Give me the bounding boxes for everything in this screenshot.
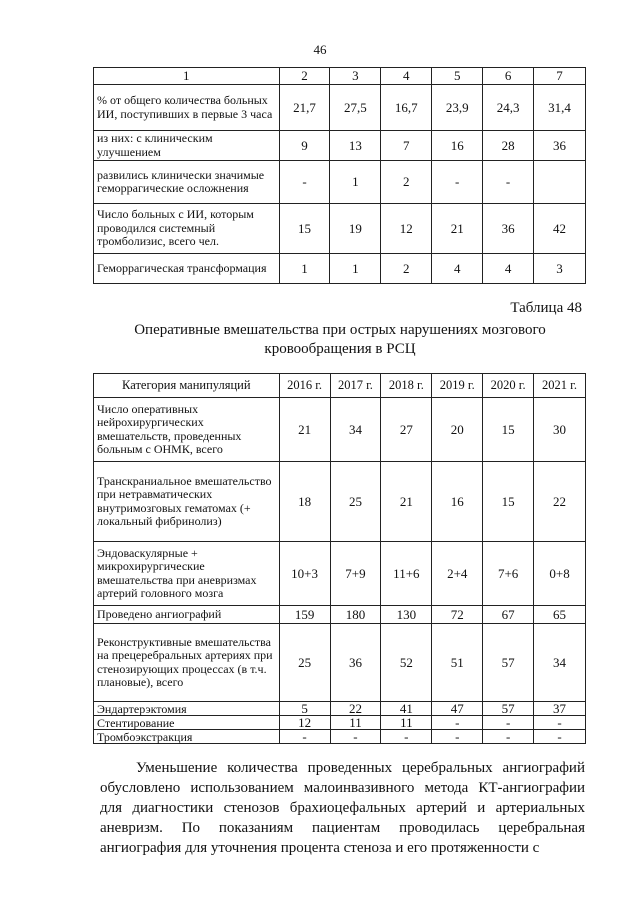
header-cell: 3 xyxy=(330,68,381,85)
header-cell: 7 xyxy=(534,68,586,85)
cell: 25 xyxy=(330,462,381,542)
cell: - xyxy=(432,716,483,730)
cell: 7+6 xyxy=(483,542,534,606)
cell: 65 xyxy=(534,606,586,624)
cell: 22 xyxy=(330,702,381,716)
cell: - xyxy=(534,716,586,730)
cell: 16 xyxy=(432,131,483,161)
cell: 21,7 xyxy=(279,85,330,131)
cell: 0+8 xyxy=(534,542,586,606)
header-cell: 1 xyxy=(94,68,280,85)
cell: - xyxy=(279,161,330,204)
table-caption: Таблица 48 xyxy=(510,300,582,316)
cell: - xyxy=(330,730,381,744)
header-cell: 6 xyxy=(483,68,534,85)
cell: 7+9 xyxy=(330,542,381,606)
row-label: Стентирование xyxy=(94,716,280,730)
cell: 10+3 xyxy=(279,542,330,606)
table-row xyxy=(94,730,586,744)
table-row xyxy=(94,702,586,716)
cell: 12 xyxy=(381,204,432,254)
table-row xyxy=(94,254,586,284)
cell: 159 xyxy=(279,606,330,624)
cell: 2+4 xyxy=(432,542,483,606)
cell: 31,4 xyxy=(534,85,586,131)
cell: 16 xyxy=(432,462,483,542)
header-cell: 2020 г. xyxy=(483,374,534,398)
cell: - xyxy=(483,730,534,744)
row-label: Число больных с ИИ, которым проводился системный тромболизис, всего чел. xyxy=(94,204,280,254)
row-label: Проведено ангиографий xyxy=(94,606,280,624)
cell: 27 xyxy=(381,398,432,462)
table-header-row xyxy=(94,68,586,85)
cell: 36 xyxy=(330,624,381,702)
row-label: Число оперативных нейрохирургических вмешательств, проведенных больным с ОНМК, всего xyxy=(94,398,280,462)
cell: 13 xyxy=(330,131,381,161)
row-label: развились клинически значимые геморрагические осложнения xyxy=(94,161,280,204)
cell: 4 xyxy=(432,254,483,284)
cell: 11 xyxy=(330,716,381,730)
cell: 1 xyxy=(330,254,381,284)
table-row xyxy=(94,716,586,730)
row-label: Эндартерэктомия xyxy=(94,702,280,716)
cell: 19 xyxy=(330,204,381,254)
cell: 34 xyxy=(330,398,381,462)
row-label: Реконструктивные вмешательства на прецеребральных артериях при стенозирующих процессах (в т.ч. плановые), всего xyxy=(94,624,280,702)
header-cell: 2019 г. xyxy=(432,374,483,398)
header-cell: 2016 г. xyxy=(279,374,330,398)
table-row xyxy=(94,131,586,161)
table-title: Оперативные вмешательства при острых нарушениях мозгового кровообращения в РСЦ xyxy=(134,322,546,357)
table-row xyxy=(94,85,586,131)
cell: 52 xyxy=(381,624,432,702)
table-row xyxy=(94,624,586,702)
header-cell: 2018 г. xyxy=(381,374,432,398)
table-header-row xyxy=(94,374,586,398)
cell: 36 xyxy=(534,131,586,161)
cell: 51 xyxy=(432,624,483,702)
cell: - xyxy=(483,161,534,204)
row-label: Геморрагическая трансформация xyxy=(94,254,280,284)
cell: 3 xyxy=(534,254,586,284)
cell: 7 xyxy=(381,131,432,161)
cell: 67 xyxy=(483,606,534,624)
header-cell: 5 xyxy=(432,68,483,85)
cell: - xyxy=(432,161,483,204)
row-label: Эндоваскулярные + микрохирургические вмешательства при аневризмах артерий головного мозга xyxy=(94,542,280,606)
cell: 15 xyxy=(483,462,534,542)
cell: 28 xyxy=(483,131,534,161)
cell: - xyxy=(279,730,330,744)
table-row xyxy=(94,161,586,204)
row-label: Тромбоэкстракция xyxy=(94,730,280,744)
cell: 180 xyxy=(330,606,381,624)
cell: 5 xyxy=(279,702,330,716)
header-cell: 2021 г. xyxy=(534,374,586,398)
page-number: 46 xyxy=(313,42,327,57)
header-cell: 2 xyxy=(279,68,330,85)
cell: 4 xyxy=(483,254,534,284)
cell: 11+6 xyxy=(381,542,432,606)
cell: 57 xyxy=(483,702,534,716)
cell: - xyxy=(534,730,586,744)
cell: 25 xyxy=(279,624,330,702)
table-row xyxy=(94,398,586,462)
row-label: Транскраниальное вмешательство при нетравматических внутримозговых гематомах (+ локальный фибринолиз) xyxy=(94,462,280,542)
cell: 34 xyxy=(534,624,586,702)
cell: 23,9 xyxy=(432,85,483,131)
cell: 15 xyxy=(279,204,330,254)
row-label: из них: с клиническим улучшением xyxy=(94,131,280,161)
cell: 30 xyxy=(534,398,586,462)
cell: 41 xyxy=(381,702,432,716)
cell: 37 xyxy=(534,702,586,716)
header-cell: 4 xyxy=(381,68,432,85)
header-cell: Категория манипуляций xyxy=(94,374,280,398)
cell xyxy=(534,161,586,204)
cell: 42 xyxy=(534,204,586,254)
header-cell: 2017 г. xyxy=(330,374,381,398)
cell: 11 xyxy=(381,716,432,730)
cell: 20 xyxy=(432,398,483,462)
cell: 24,3 xyxy=(483,85,534,131)
cell: 12 xyxy=(279,716,330,730)
cell: 27,5 xyxy=(330,85,381,131)
results-table xyxy=(93,67,586,284)
body-paragraph: Уменьшение количества проведенных церебральных ангиографий обусловлено использованием малоинвазивного метода КТ-ангиографии для диагностики стенозов брахиоцефальных артерий и артериальных аневризм. По показаниям пациентам проводилась церебральная ангиография для уточнения процента стеноза и его протяженности с xyxy=(100,760,585,856)
cell: - xyxy=(483,716,534,730)
cell: 36 xyxy=(483,204,534,254)
row-label: % от общего количества больных ИИ, поступивших в первые 3 часа xyxy=(94,85,280,131)
cell: 16,7 xyxy=(381,85,432,131)
table-row xyxy=(94,606,586,624)
cell: 21 xyxy=(279,398,330,462)
cell: 1 xyxy=(279,254,330,284)
cell: 22 xyxy=(534,462,586,542)
cell: 72 xyxy=(432,606,483,624)
cell: - xyxy=(381,730,432,744)
cell: 21 xyxy=(432,204,483,254)
cell: 1 xyxy=(330,161,381,204)
interventions-table xyxy=(93,373,586,744)
table-row xyxy=(94,462,586,542)
cell: 47 xyxy=(432,702,483,716)
cell: 15 xyxy=(483,398,534,462)
cell: 130 xyxy=(381,606,432,624)
cell: 2 xyxy=(381,161,432,204)
cell: - xyxy=(432,730,483,744)
cell: 21 xyxy=(381,462,432,542)
cell: 18 xyxy=(279,462,330,542)
cell: 9 xyxy=(279,131,330,161)
table-row xyxy=(94,204,586,254)
table-row xyxy=(94,542,586,606)
cell: 57 xyxy=(483,624,534,702)
cell: 2 xyxy=(381,254,432,284)
